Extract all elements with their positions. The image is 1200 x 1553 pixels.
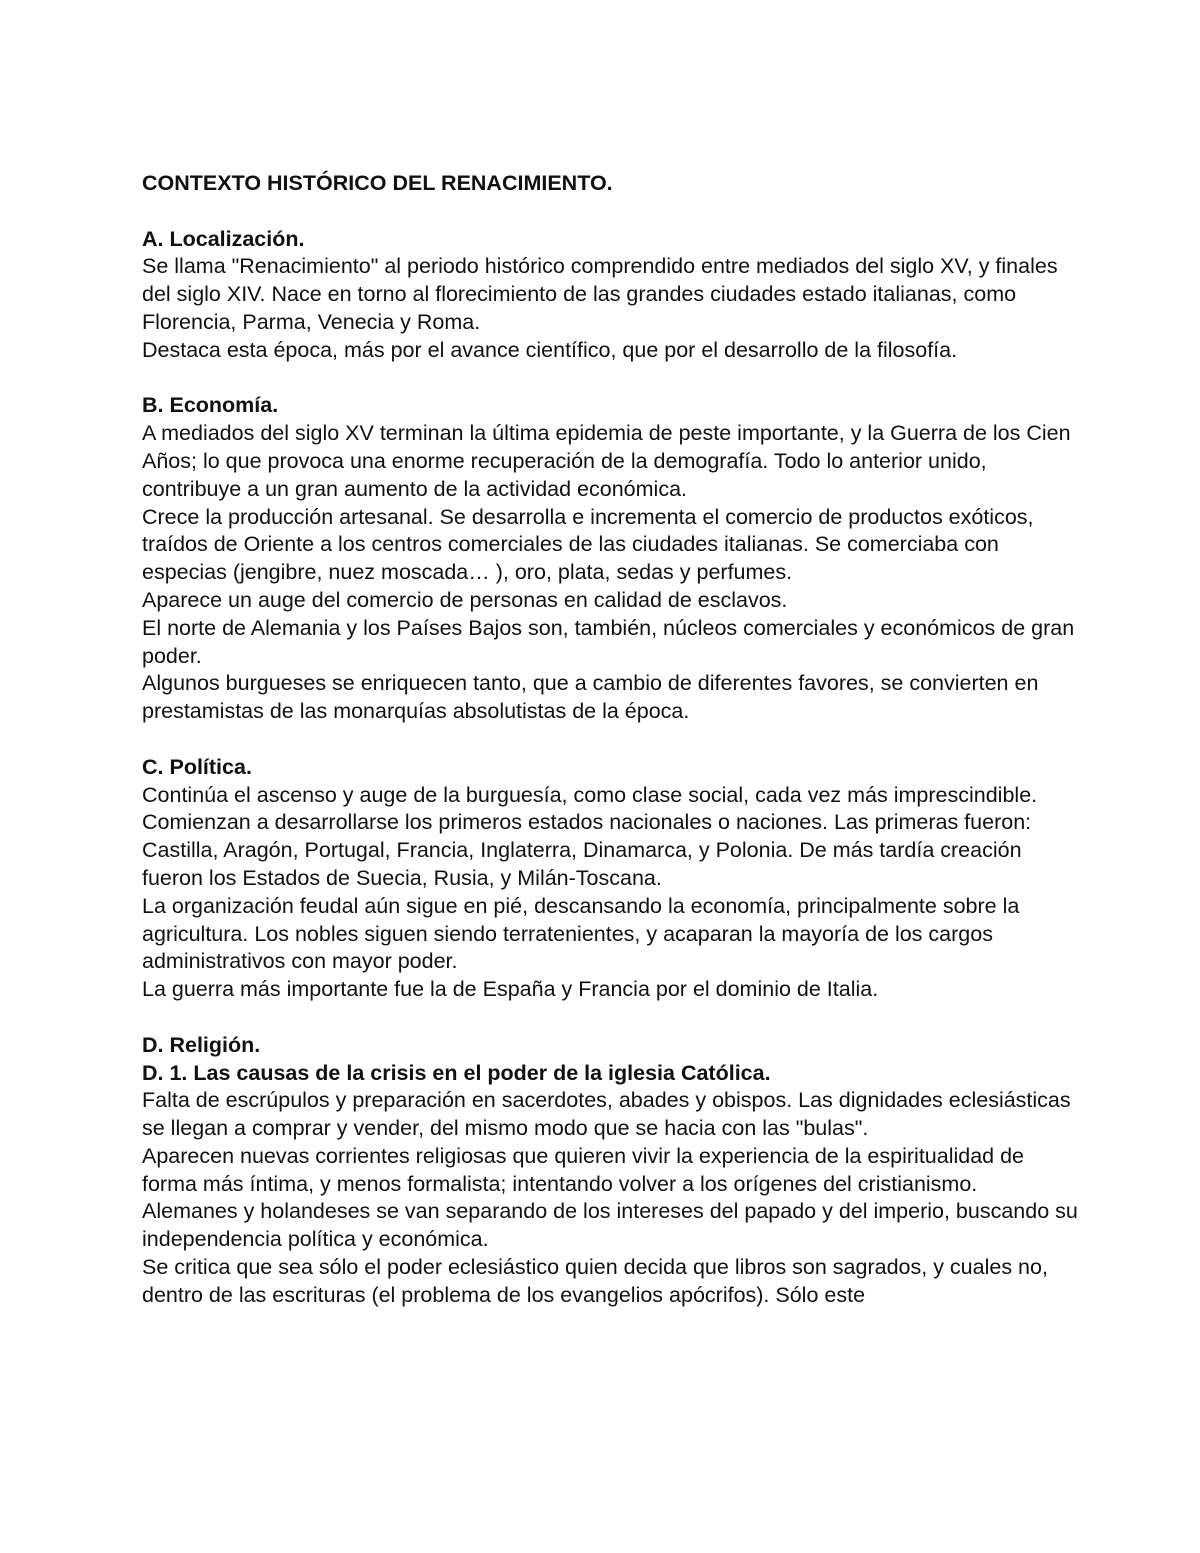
- paragraph: Alemanes y holandeses se van separando de los intereses del papado y del imperio, buscando su independencia política y económica.: [142, 1199, 1078, 1252]
- section-economia: [142, 392, 1082, 726]
- paragraph: Se llama "Renacimiento" al periodo histórico comprendido entre mediados del siglo XV, y finales del siglo XIV. Nace en torno al florecimiento de las grandes ciudades estado italianas, como Florencia, Parma, Venecia y Roma.: [142, 254, 1058, 334]
- paragraph: El norte de Alemania y los Países Bajos son, también, núcleos comerciales y económicos de gran poder.: [142, 615, 1075, 668]
- paragraph: La guerra más importante fue la de España y Francia por el dominio de Italia.: [142, 977, 879, 1002]
- paragraph: Aparecen nuevas corrientes religiosas que quieren vivir la experiencia de la espiritualidad de forma más íntima, y menos formalista; intentando volver a los orígenes del cristianismo.: [142, 1143, 1025, 1196]
- document-body: [142, 170, 1082, 1337]
- section-heading: C. Política.: [142, 754, 252, 779]
- section-heading: A. Localización.: [142, 226, 305, 251]
- paragraph: Destaca esta época, más por el avance científico, que por el desarrollo de la filosofía.: [142, 337, 958, 362]
- paragraph: A mediados del siglo XV terminan la última epidemia de peste importante, y la Guerra de los Cien Años; lo que provoca una enorme recuperación de la demografía. Todo lo anterior unido, contribuye a un gran aumento de la actividad económica.: [142, 421, 1071, 501]
- paragraph: Falta de escrúpulos y preparación en sacerdotes, abades y obispos. Las dignidades eclesiásticas se llegan a comprar y vender, del mismo modo que se hacia con las "bulas".: [142, 1088, 1071, 1141]
- paragraph: Crece la producción artesanal. Se desarrolla e incrementa el comercio de productos exóticos, traídos de Oriente a los centros comerciales de las ciudades italianas. Se comerciaba con especias (jengibre, nuez moscada… ), oro, plata, sedas y perfumes.: [142, 504, 1034, 585]
- section-politica: [142, 754, 1082, 1004]
- paragraph: Se critica que sea sólo el poder eclesiástico quien decida que libros son sagrados, y cuales no, dentro de las escrituras (el problema de los evangelios apócrifos). Sólo este: [142, 1255, 1048, 1307]
- paragraph: Aparece un auge del comercio de personas en calidad de esclavos.: [142, 587, 788, 612]
- paragraph: La organización feudal aún sigue en pié, descansando la economía, principalmente sobre la agricultura. Los nobles siguen siendo terratenientes, y acaparan la mayoría de los cargos administrativos con mayor poder.: [142, 893, 1020, 974]
- paragraph: Continúa el ascenso y auge de la burguesía, como clase social, cada vez más imprescindible.: [142, 782, 1038, 807]
- paragraph: Comienzan a desarrollarse los primeros estados nacionales o naciones. Las primeras fueron: Castilla, Aragón, Portugal, Francia, Inglaterra, Dinamarca, y Polonia. De más tardía creación fueron los Estados de Suecia, Rusia, y Milán-Toscana.: [142, 810, 1032, 890]
- document-title: CONTEXTO HISTÓRICO DEL RENACIMIENTO.: [142, 171, 613, 195]
- paragraph: Algunos burgueses se enriquecen tanto, que a cambio de diferentes favores, se convierten en prestamistas de las monarquías absolutistas de la época.: [142, 671, 1039, 724]
- subsection-heading: D. 1. Las causas de la crisis en el poder de la iglesia Católica.: [142, 1060, 771, 1085]
- section-religion: [142, 1032, 1082, 1310]
- section-heading: B. Economía.: [142, 393, 279, 418]
- section-localizacion: [142, 226, 1082, 365]
- section-heading: D. Religión.: [142, 1032, 261, 1057]
